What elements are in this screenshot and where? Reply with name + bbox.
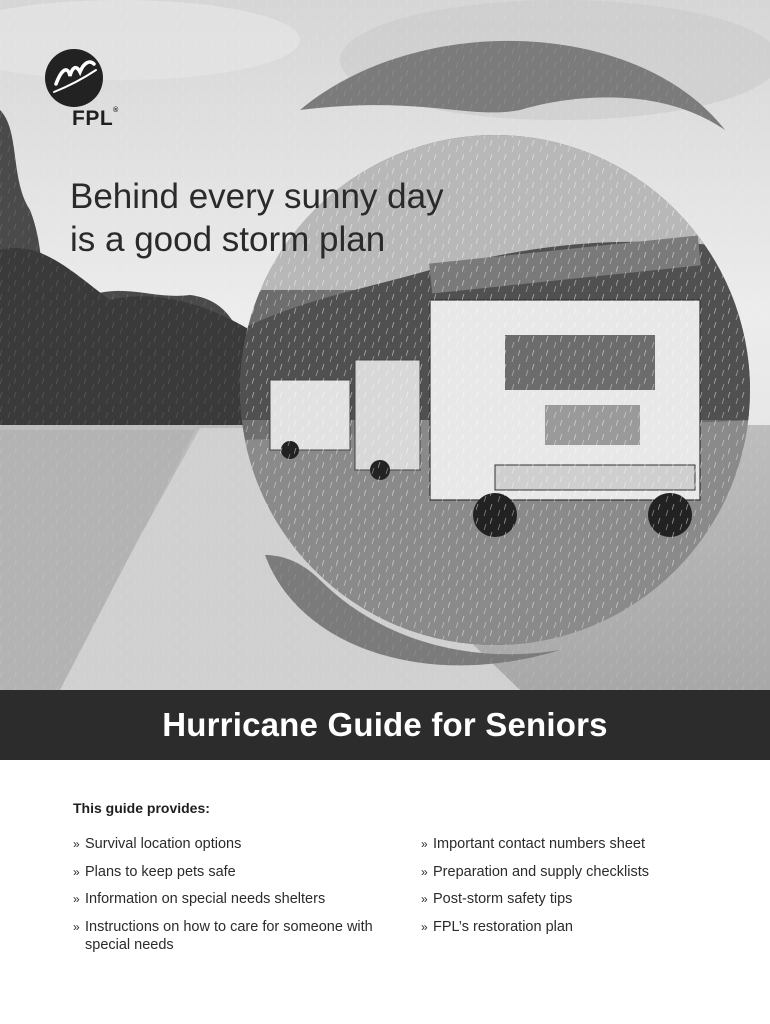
list-item-text: Post-storm safety tips [433, 891, 573, 907]
bullet-mark: » [421, 837, 428, 851]
bullet-mark: » [421, 892, 428, 906]
guide-title: Hurricane Guide for Seniors [162, 706, 608, 743]
list-item [73, 890, 403, 908]
bullet-mark: » [421, 864, 428, 879]
bullet-mark: » [73, 837, 80, 851]
bullet-mark: » [73, 919, 80, 934]
bullet-mark: » [421, 919, 428, 934]
provides-list-left [73, 835, 403, 963]
bullet-mark: » [73, 892, 80, 906]
brand-name: FPL [72, 107, 114, 130]
list-item [73, 863, 403, 881]
headline-line-1: Behind every sunny day [70, 177, 444, 216]
registered-mark: ® [113, 107, 119, 114]
cover-headline [70, 175, 540, 261]
list-item [73, 835, 403, 853]
list-item [421, 835, 751, 853]
list-item-text: Plans to keep pets safe [85, 863, 236, 880]
list-item-text: Instructions on how to care for someone with special needs [85, 918, 373, 953]
headline-line-2: is a good storm plan [70, 220, 386, 259]
list-item-text: Survival location options [85, 836, 242, 852]
bullet-mark: » [73, 864, 80, 879]
list-item-text: Information on special needs shelters [85, 891, 326, 907]
list-item [73, 918, 403, 954]
list-item [421, 863, 751, 881]
list-item [421, 890, 751, 908]
provides-list-right [421, 835, 751, 945]
title-banner [0, 690, 770, 760]
list-item-text: Important contact numbers sheet [433, 836, 645, 852]
list-item [421, 918, 751, 936]
list-item-text: Preparation and supply checklists [433, 863, 650, 880]
provides-heading: This guide provides: [73, 800, 210, 816]
list-item-text: FPL’s restoration plan [433, 918, 573, 935]
fpl-wordmark [72, 107, 119, 131]
fpl-logo-icon [44, 48, 104, 108]
